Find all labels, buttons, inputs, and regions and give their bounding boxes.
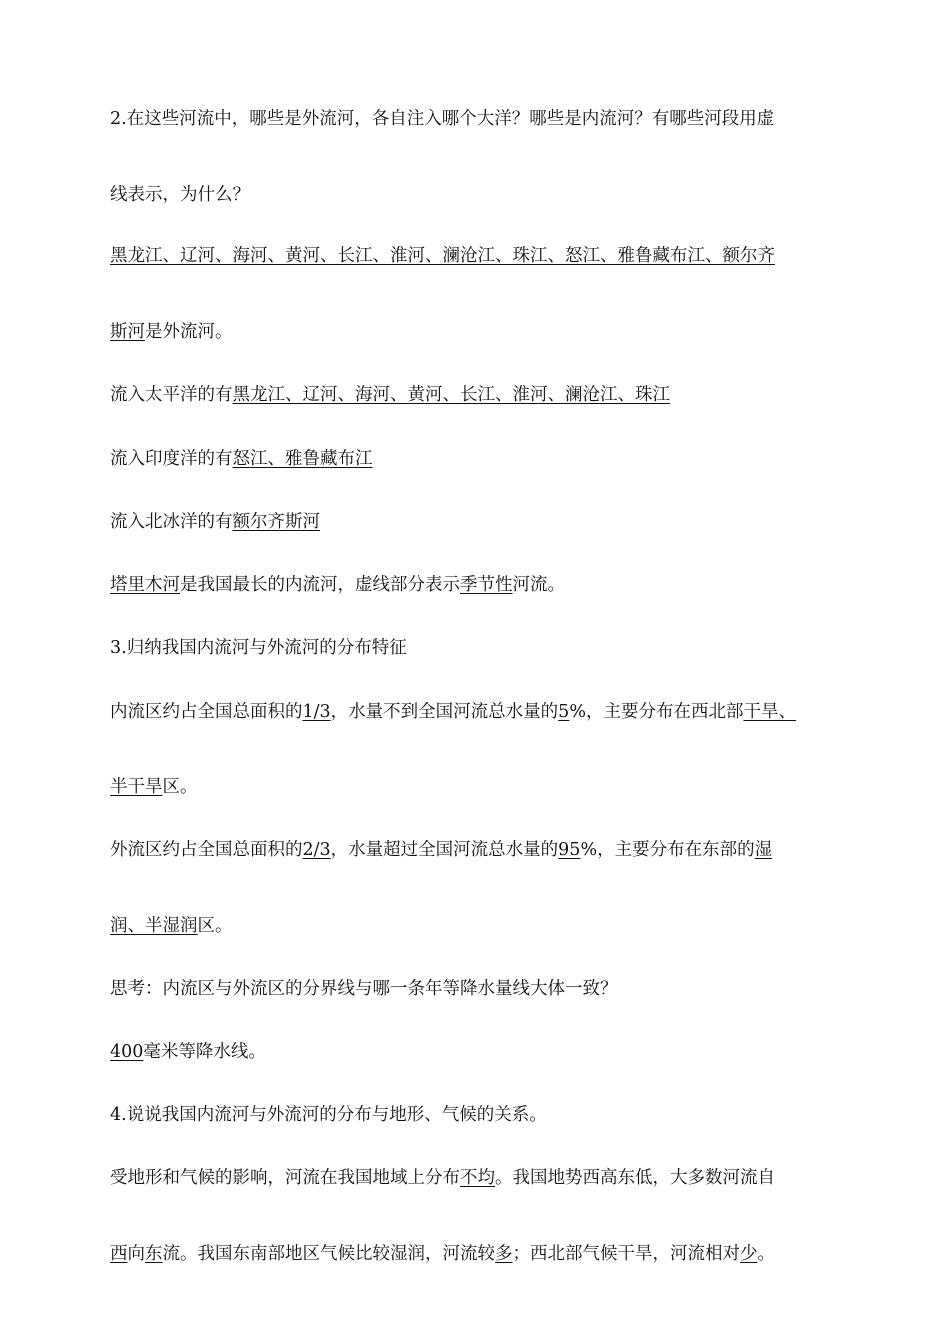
text-segment: 思考：内流区与外流区的分界线与哪一条年等降水量线大体一致？ bbox=[110, 979, 618, 999]
answer-blank: 少 bbox=[740, 1244, 758, 1264]
text-segment: 3.归纳我国内流河与外流河的分布特征 bbox=[110, 638, 407, 658]
text-segment: 河流。 bbox=[512, 575, 565, 595]
answer-blank: 1/3 bbox=[302, 702, 331, 722]
thinking-question-line bbox=[110, 977, 618, 1001]
text-segment: 区。 bbox=[162, 777, 198, 797]
text-segment: 2.在这些河流中，哪些是外流河，各自注入哪个大洋？哪些是内流河？有哪些河段用虚 bbox=[110, 109, 775, 129]
answer-outflow-rivers-line-2 bbox=[110, 320, 233, 344]
text-segment: 是外流河。 bbox=[145, 322, 233, 342]
outflow-area-line-1 bbox=[110, 838, 772, 862]
arctic-ocean-rivers-line bbox=[110, 510, 320, 534]
inland-area-line-1 bbox=[110, 700, 796, 724]
answer-blank: 干旱、 bbox=[743, 702, 796, 722]
text-segment: 。 bbox=[757, 1244, 775, 1264]
question-2-line-1 bbox=[110, 107, 774, 131]
answer-blank: 5 bbox=[558, 702, 570, 722]
text-segment: 受地形和气候的影响，河流在我国地域上分布 bbox=[110, 1168, 460, 1188]
text-segment: 流入印度洋的有 bbox=[110, 449, 233, 469]
text-segment: 流。我国东南部地区气候比较湿润，河流较 bbox=[162, 1244, 495, 1264]
answer-blank: 斯河 bbox=[110, 322, 145, 342]
question-2-line-2 bbox=[110, 183, 250, 207]
text-segment: %，主要分布在西北部 bbox=[569, 702, 744, 722]
answer-blank: 季节性 bbox=[460, 575, 513, 595]
outflow-area-line-2 bbox=[110, 914, 233, 938]
answer-blank: 西 bbox=[110, 1244, 128, 1264]
answer-blank: 半干旱 bbox=[110, 777, 163, 797]
pacific-rivers-line bbox=[110, 383, 670, 407]
question-4-line bbox=[110, 1103, 547, 1127]
answer-outflow-rivers-line-1 bbox=[110, 244, 775, 268]
answer-blank: 95 bbox=[558, 840, 581, 860]
answer-blank: 400 bbox=[110, 1042, 144, 1062]
text-segment: 外流区约占全国总面积的 bbox=[110, 840, 303, 860]
answer-blank: 湿 bbox=[754, 840, 773, 860]
text-segment: 4.说说我国内流河与外流河的分布与地形、气候的关系。 bbox=[110, 1105, 547, 1125]
text-segment: 区。 bbox=[197, 916, 233, 936]
relation-answer-line-2 bbox=[110, 1242, 775, 1266]
text-segment: ；西北部气候干旱，河流相对 bbox=[512, 1244, 740, 1264]
answer-blank: 黑龙江、辽河、海河、黄河、长江、淮河、澜沧江、珠江、怒江、雅鲁藏布江、额尔齐 bbox=[110, 246, 775, 266]
answer-blank: 多 bbox=[495, 1244, 513, 1264]
inland-area-line-2 bbox=[110, 775, 198, 799]
answer-blank: 额尔齐斯河 bbox=[232, 512, 320, 532]
indian-ocean-rivers-line bbox=[110, 447, 373, 471]
answer-blank: 塔里木河 bbox=[110, 575, 180, 595]
text-segment: 内流区约占全国总面积的 bbox=[110, 702, 303, 722]
answer-blank: 不均 bbox=[460, 1168, 495, 1188]
text-segment: ，水量超过全国河流总水量的 bbox=[330, 840, 559, 860]
answer-blank: 2/3 bbox=[302, 840, 331, 860]
text-segment: ，水量不到全国河流总水量的 bbox=[330, 702, 559, 722]
text-segment: 向 bbox=[127, 1244, 145, 1264]
answer-blank: 黑龙江、辽河、海河、黄河、长江、淮河、澜沧江、珠江 bbox=[232, 385, 670, 405]
inland-river-line bbox=[110, 573, 565, 597]
answer-blank: 东 bbox=[145, 1244, 163, 1264]
answer-blank: 怒江、雅鲁藏布江 bbox=[232, 449, 373, 469]
relation-answer-line-1 bbox=[110, 1166, 775, 1190]
thinking-answer-line bbox=[110, 1040, 266, 1064]
text-segment: 流入北冰洋的有 bbox=[110, 512, 233, 532]
text-segment: 。我国地势西高东低，大多数河流自 bbox=[495, 1168, 775, 1188]
answer-blank: 润、半湿润 bbox=[110, 916, 198, 936]
text-segment: 毫米等降水线。 bbox=[143, 1042, 266, 1062]
text-segment: 流入太平洋的有 bbox=[110, 385, 233, 405]
text-segment: 线表示，为什么？ bbox=[110, 185, 250, 205]
question-3-line bbox=[110, 636, 407, 660]
text-segment: %，主要分布在东部的 bbox=[580, 840, 755, 860]
text-segment: 是我国最长的内流河，虚线部分表示 bbox=[180, 575, 460, 595]
